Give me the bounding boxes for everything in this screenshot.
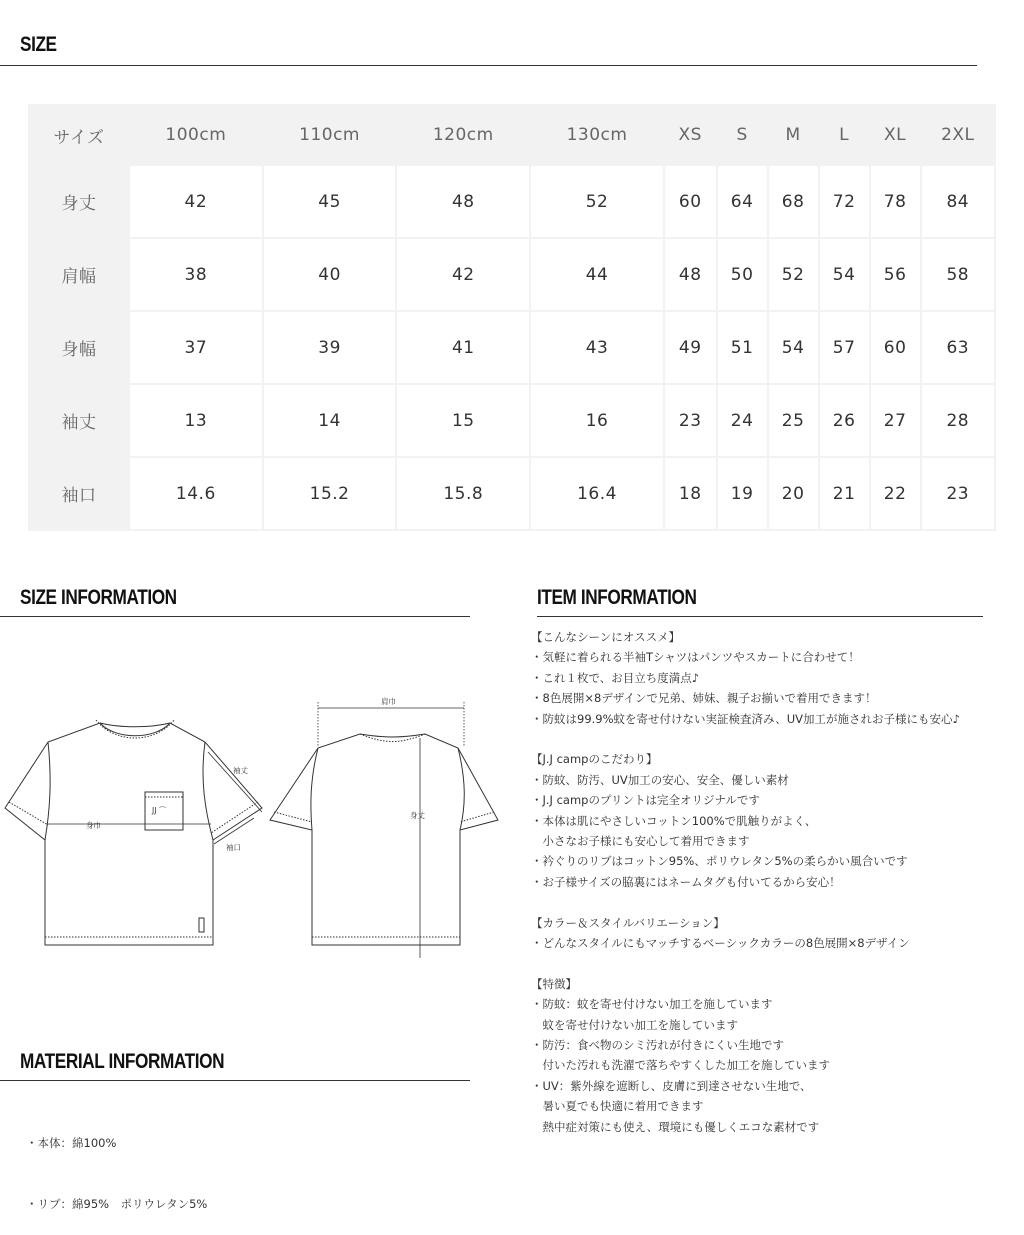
- size-table-cell: 15.8: [397, 458, 529, 529]
- size-table-cell: 60: [871, 312, 920, 383]
- size-table-cell: 42: [130, 166, 262, 237]
- item-information-line: ・お子様サイズの脇裏にはネームタグも付いてるから安心！: [531, 874, 841, 889]
- shoulder-width-label: 肩巾: [381, 697, 396, 706]
- size-table-row: [30, 458, 994, 529]
- size-table-cell: 52: [769, 239, 818, 310]
- size-table-cell: 43: [531, 312, 663, 383]
- size-table-cell: 37: [130, 312, 262, 383]
- item-information-line: 蚊を寄せ付けない加工を施しています: [531, 1017, 738, 1032]
- size-information-title: SIZE INFORMATION: [20, 586, 177, 609]
- size-table-row: [30, 239, 994, 310]
- pocket-print-label: JJ ⌒: [152, 806, 167, 815]
- item-information-line: ・気軽に着られる半袖Tシャツはパンツやスカートに合わせて！: [531, 650, 860, 665]
- size-table-header-cell: XS: [665, 106, 716, 164]
- size-table-cell: 52: [531, 166, 663, 237]
- item-information-line: [531, 729, 960, 749]
- item-information-line: 暑い夏でも快適に着用できます: [531, 1099, 704, 1114]
- item-information-line: ・防蚊：蚊を寄せ付けない加工を施しています: [531, 997, 773, 1012]
- size-table-header-row: [30, 106, 994, 164]
- item-information-rule: [537, 616, 983, 617]
- item-information-line: ・どんなスタイルにもマッチするベーシックカラーの8色展開×8デザイン: [531, 936, 910, 951]
- size-table-row: [30, 312, 994, 383]
- size-table-cell: 27: [871, 385, 920, 456]
- size-table-cell: 15: [397, 385, 529, 456]
- size-table-cell: 50: [718, 239, 767, 310]
- size-table-header-cell: サイズ: [30, 106, 128, 164]
- size-table-cell: 28: [922, 385, 994, 456]
- item-information-line: 熱中症対策にも使え、環境にも優しくエコな素材です: [531, 1119, 820, 1134]
- size-title-rule: [0, 65, 977, 66]
- size-table-cell: 38: [130, 239, 262, 310]
- size-table-row-label: 袖口: [30, 458, 128, 529]
- material-list: [26, 1092, 207, 1235]
- size-table-cell: 42: [397, 239, 529, 310]
- size-table-row-label: 肩幅: [30, 239, 128, 310]
- size-table-cell: 48: [665, 239, 716, 310]
- item-information-line: ・衿ぐりのリブはコットン95%、ポリウレタン5%の柔らかい風合いです: [531, 854, 908, 869]
- size-table-cell: 16.4: [531, 458, 663, 529]
- size-table-cell: 57: [820, 312, 869, 383]
- size-table-header-cell: 100cm: [130, 106, 262, 164]
- item-information-line: ・これ１枚で、お目立ち度満点♪: [531, 670, 700, 685]
- size-table-cell: 84: [922, 166, 994, 237]
- sleeve-length-label: 袖丈: [233, 766, 248, 775]
- size-table-cell: 21: [820, 458, 869, 529]
- size-table-row: [30, 166, 994, 237]
- front-shirt-outline: [5, 723, 262, 945]
- size-table-cell: 48: [397, 166, 529, 237]
- material-line: ・リブ：綿95% ポリウレタン5%: [26, 1197, 208, 1212]
- body-length-label: 身丈: [410, 811, 425, 820]
- size-table-cell: 58: [922, 239, 994, 310]
- item-information-line: ・J.J campのプリントは完全オリジナルです: [531, 793, 760, 808]
- item-information-line: ・本体は肌にやさしいコットン100%で肌触りがよく、: [531, 813, 817, 828]
- item-information-line: 【カラー＆スタイルバリエーション】: [531, 915, 725, 930]
- size-table-cell: 14.6: [130, 458, 262, 529]
- item-information-line: ・防蚊、防汚、UV加工の安心、安全、優しい素材: [531, 772, 789, 787]
- size-table-row-label: 身丈: [30, 166, 128, 237]
- size-table-cell: 68: [769, 166, 818, 237]
- item-information-line: 【特徴】: [531, 976, 577, 991]
- size-table-cell: 60: [665, 166, 716, 237]
- item-information-line: 小さなお子様にも安心して着用できます: [531, 834, 750, 849]
- size-table-cell: 51: [718, 312, 767, 383]
- item-information-line: ・防汚：食べ物のシミ汚れが付きにくい生地です: [531, 1038, 784, 1053]
- size-table-cell: 15.2: [264, 458, 396, 529]
- size-table-cell: 18: [665, 458, 716, 529]
- material-information-rule: [0, 1080, 470, 1081]
- body-width-label: 身巾: [86, 821, 101, 830]
- size-table-cell: 54: [820, 239, 869, 310]
- size-table-row: [30, 385, 994, 456]
- size-table-cell: 24: [718, 385, 767, 456]
- size-table-header-cell: S: [718, 106, 767, 164]
- size-table-header-cell: 2XL: [922, 106, 994, 164]
- size-table: [28, 104, 996, 531]
- size-table-header-cell: XL: [871, 106, 920, 164]
- size-table-cell: 20: [769, 458, 818, 529]
- back-shirt-outline: [270, 734, 498, 945]
- size-table-cell: 72: [820, 166, 869, 237]
- size-table-header-cell: 120cm: [397, 106, 529, 164]
- item-information-line: [531, 953, 960, 973]
- item-information-title: ITEM INFORMATION: [537, 586, 697, 609]
- item-information-line: [531, 892, 960, 912]
- size-table-header-cell: L: [820, 106, 869, 164]
- size-table-cell: 23: [922, 458, 994, 529]
- size-table-cell: 56: [871, 239, 920, 310]
- tshirt-measurement-diagram: [0, 690, 500, 970]
- size-table-cell: 26: [820, 385, 869, 456]
- item-information-line: ・防蚊は99.9%蚊を寄せ付けない実証検査済み、UV加工が施されお子様にも安心♪: [531, 711, 960, 726]
- cuff-label: 袖口: [226, 843, 241, 852]
- size-table-header-cell: M: [769, 106, 818, 164]
- item-information-line: ・UV：紫外線を遮断し、皮膚に到達させない生地で、: [531, 1078, 812, 1093]
- item-information-line: ・8色展開×8デザインで兄弟、姉妹、親子お揃いで着用できます！: [531, 691, 877, 706]
- item-information-line: 【J.J campのこだわり】: [531, 752, 658, 767]
- size-table-header-cell: 130cm: [531, 106, 663, 164]
- material-information-title: MATERIAL INFORMATION: [20, 1050, 225, 1073]
- size-table-cell: 63: [922, 312, 994, 383]
- size-table-cell: 78: [871, 166, 920, 237]
- size-table-cell: 14: [264, 385, 396, 456]
- size-table-cell: 39: [264, 312, 396, 383]
- size-table-cell: 22: [871, 458, 920, 529]
- material-line: ・本体：綿100%: [26, 1135, 117, 1150]
- item-information-line: 付いた汚れも洗濯で落ちやすくした加工を施しています: [531, 1058, 830, 1073]
- item-information-line: 【こんなシーンにオススメ】: [531, 630, 681, 644]
- size-table-cell: 23: [665, 385, 716, 456]
- size-information-rule: [0, 616, 470, 617]
- item-information-list: [531, 627, 960, 1137]
- size-table-cell: 54: [769, 312, 818, 383]
- size-table-cell: 40: [264, 239, 396, 310]
- size-table-cell: 64: [718, 166, 767, 237]
- size-table-row-label: 身幅: [30, 312, 128, 383]
- size-table-header-cell: 110cm: [264, 106, 396, 164]
- size-table-cell: 25: [769, 385, 818, 456]
- size-section-title: SIZE: [20, 33, 57, 56]
- size-table-row-label: 袖丈: [30, 385, 128, 456]
- size-table-cell: 49: [665, 312, 716, 383]
- size-table-cell: 19: [718, 458, 767, 529]
- size-table-cell: 44: [531, 239, 663, 310]
- size-table-cell: 41: [397, 312, 529, 383]
- size-table-cell: 13: [130, 385, 262, 456]
- size-table-cell: 45: [264, 166, 396, 237]
- size-table-cell: 16: [531, 385, 663, 456]
